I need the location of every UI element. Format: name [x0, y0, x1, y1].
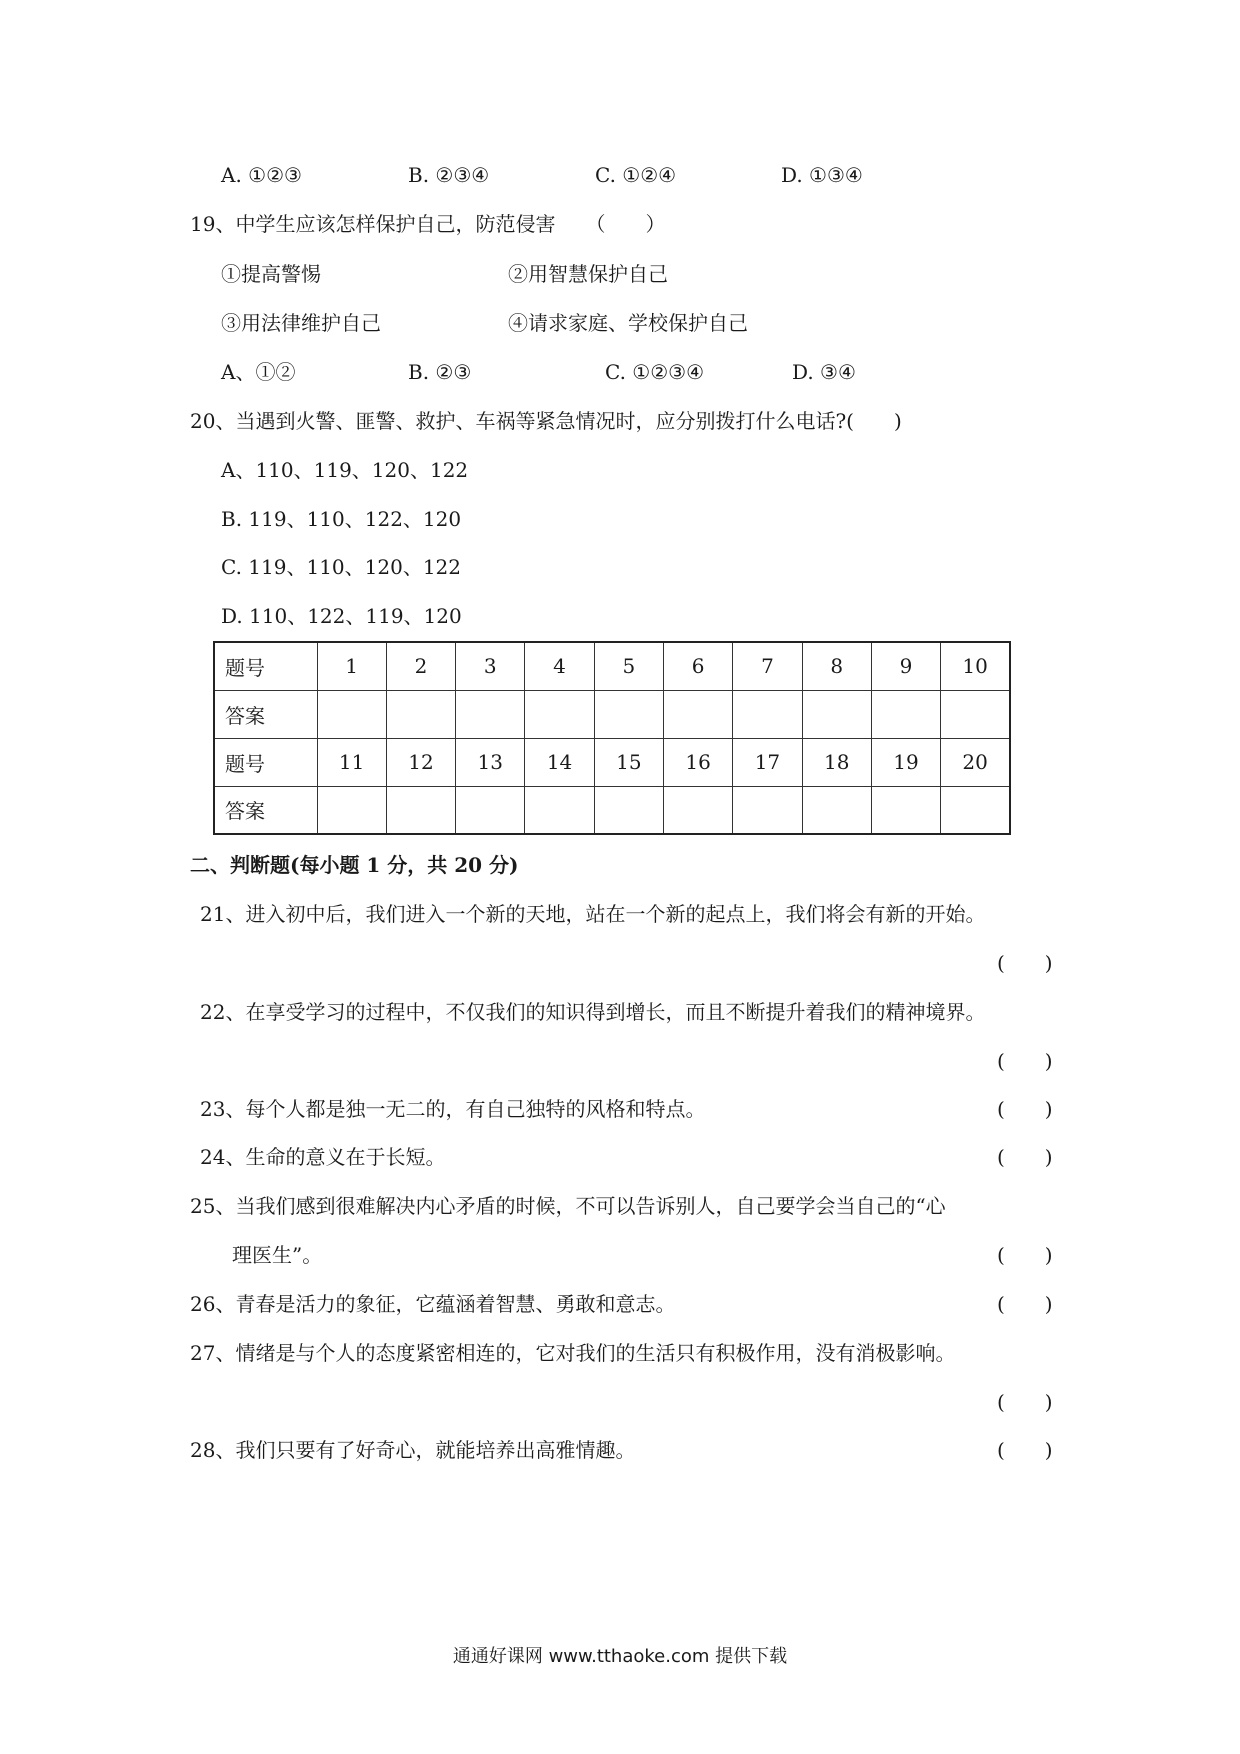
section-title: 二、判断题(每小题 1 分，共 20 分)	[190, 853, 519, 877]
question-number: 9	[871, 642, 940, 690]
answer-cell[interactable]	[802, 690, 871, 738]
question-number: 11	[317, 738, 386, 786]
answer-cell[interactable]	[871, 690, 940, 738]
question-number: 12	[386, 738, 455, 786]
q20-stem: 20、当遇到火警、匪警、救护、车祸等紧急情况时，应分别拨打什么电话?( )	[190, 409, 902, 433]
q18-option-d: D. ①③④	[781, 163, 863, 187]
q20-option-b: B. 119、110、122、120	[221, 507, 462, 531]
table-row	[214, 690, 1010, 738]
answer-cell[interactable]	[594, 690, 663, 738]
answer-cell[interactable]	[317, 786, 386, 834]
q28-answer-blank[interactable]: ( )	[997, 1438, 1053, 1462]
q25-answer-blank[interactable]: ( )	[997, 1243, 1053, 1267]
table-row	[214, 738, 1010, 786]
question-number: 8	[802, 642, 871, 690]
q25-text-line1: 25、当我们感到很难解决内心矛盾的时候，不可以告诉别人，自己要学会当自己的“心	[190, 1194, 946, 1218]
question-number: 18	[802, 738, 871, 786]
question-number: 6	[663, 642, 732, 690]
answer-cell[interactable]	[456, 690, 525, 738]
answer-cell[interactable]	[663, 690, 732, 738]
answer-cell[interactable]	[386, 786, 455, 834]
q26-answer-blank[interactable]: ( )	[997, 1292, 1053, 1316]
answer-cell[interactable]	[456, 786, 525, 834]
row-label-number: 题号	[214, 642, 317, 690]
q24-answer-blank[interactable]: ( )	[997, 1145, 1053, 1169]
q28-text: 28、我们只要有了好奇心，就能培养出高雅情趣。	[190, 1438, 636, 1462]
q27-text: 27、情绪是与个人的态度紧密相连的，它对我们的生活只有积极作用，没有消极影响。	[190, 1341, 956, 1365]
row-label-answer: 答案	[214, 786, 317, 834]
q23-text: 23、每个人都是独一无二的，有自己独特的风格和特点。	[200, 1097, 706, 1121]
question-number: 3	[456, 642, 525, 690]
page-footer: 通通好课网 www.tthaoke.com 提供下载	[452, 1646, 788, 1667]
answer-table	[213, 641, 1011, 835]
question-number: 7	[733, 642, 802, 690]
table-row	[214, 642, 1010, 690]
q19-option-b: B. ②③	[408, 360, 472, 384]
q27-answer-blank[interactable]: ( )	[997, 1390, 1053, 1414]
q22-answer-blank[interactable]: ( )	[997, 1049, 1053, 1073]
q19-option-a: A、①②	[221, 360, 296, 384]
q19-item-2: ②用智慧保护自己	[508, 262, 668, 286]
q19-option-c: C. ①②③④	[605, 360, 705, 384]
row-label-number: 题号	[214, 738, 317, 786]
answer-cell[interactable]	[386, 690, 455, 738]
question-number: 16	[663, 738, 732, 786]
q19-item-3: ③用法律维护自己	[221, 311, 381, 335]
question-number: 20	[941, 738, 1010, 786]
answer-cell[interactable]	[941, 786, 1010, 834]
q24-text: 24、生命的意义在于长短。	[200, 1145, 446, 1169]
question-number: 5	[594, 642, 663, 690]
row-label-answer: 答案	[214, 690, 317, 738]
q18-option-a: A. ①②③	[221, 163, 302, 187]
q19-option-d: D. ③④	[792, 360, 856, 384]
answer-cell[interactable]	[871, 786, 940, 834]
q21-text: 21、进入初中后，我们进入一个新的天地，站在一个新的起点上，我们将会有新的开始。	[200, 902, 986, 926]
table-row	[214, 786, 1010, 834]
q18-option-b: B. ②③④	[408, 163, 490, 187]
q19-item-1: ①提高警惕	[221, 262, 321, 286]
answer-cell[interactable]	[317, 690, 386, 738]
answer-cell[interactable]	[733, 786, 802, 834]
q23-answer-blank[interactable]: ( )	[997, 1097, 1053, 1121]
answer-cell[interactable]	[802, 786, 871, 834]
question-number: 10	[941, 642, 1010, 690]
question-number: 14	[525, 738, 594, 786]
answer-cell[interactable]	[525, 690, 594, 738]
question-number: 15	[594, 738, 663, 786]
q19-item-4: ④请求家庭、学校保护自己	[508, 311, 748, 335]
q26-text: 26、青春是活力的象征，它蕴涵着智慧、勇敢和意志。	[190, 1292, 676, 1316]
question-number: 2	[386, 642, 455, 690]
question-number: 1	[317, 642, 386, 690]
answer-cell[interactable]	[663, 786, 732, 834]
question-number: 17	[733, 738, 802, 786]
q22-text: 22、在享受学习的过程中，不仅我们的知识得到增长，而且不断提升着我们的精神境界。	[200, 1000, 986, 1024]
question-number: 19	[871, 738, 940, 786]
answer-cell[interactable]	[594, 786, 663, 834]
answer-cell[interactable]	[733, 690, 802, 738]
q20-option-d: D. 110、122、119、120	[221, 604, 462, 628]
question-number: 4	[525, 642, 594, 690]
q19-stem: 19、中学生应该怎样保护自己，防范侵害 （ ）	[190, 212, 666, 236]
answer-cell[interactable]	[525, 786, 594, 834]
answer-cell[interactable]	[941, 690, 1010, 738]
q21-answer-blank[interactable]: ( )	[997, 951, 1053, 975]
q20-option-a: A、110、119、120、122	[221, 458, 469, 482]
q25-text-line2: 理医生”。	[232, 1243, 323, 1267]
q20-option-c: C. 119、110、120、122	[221, 555, 461, 579]
question-number: 13	[456, 738, 525, 786]
q18-option-c: C. ①②④	[595, 163, 677, 187]
